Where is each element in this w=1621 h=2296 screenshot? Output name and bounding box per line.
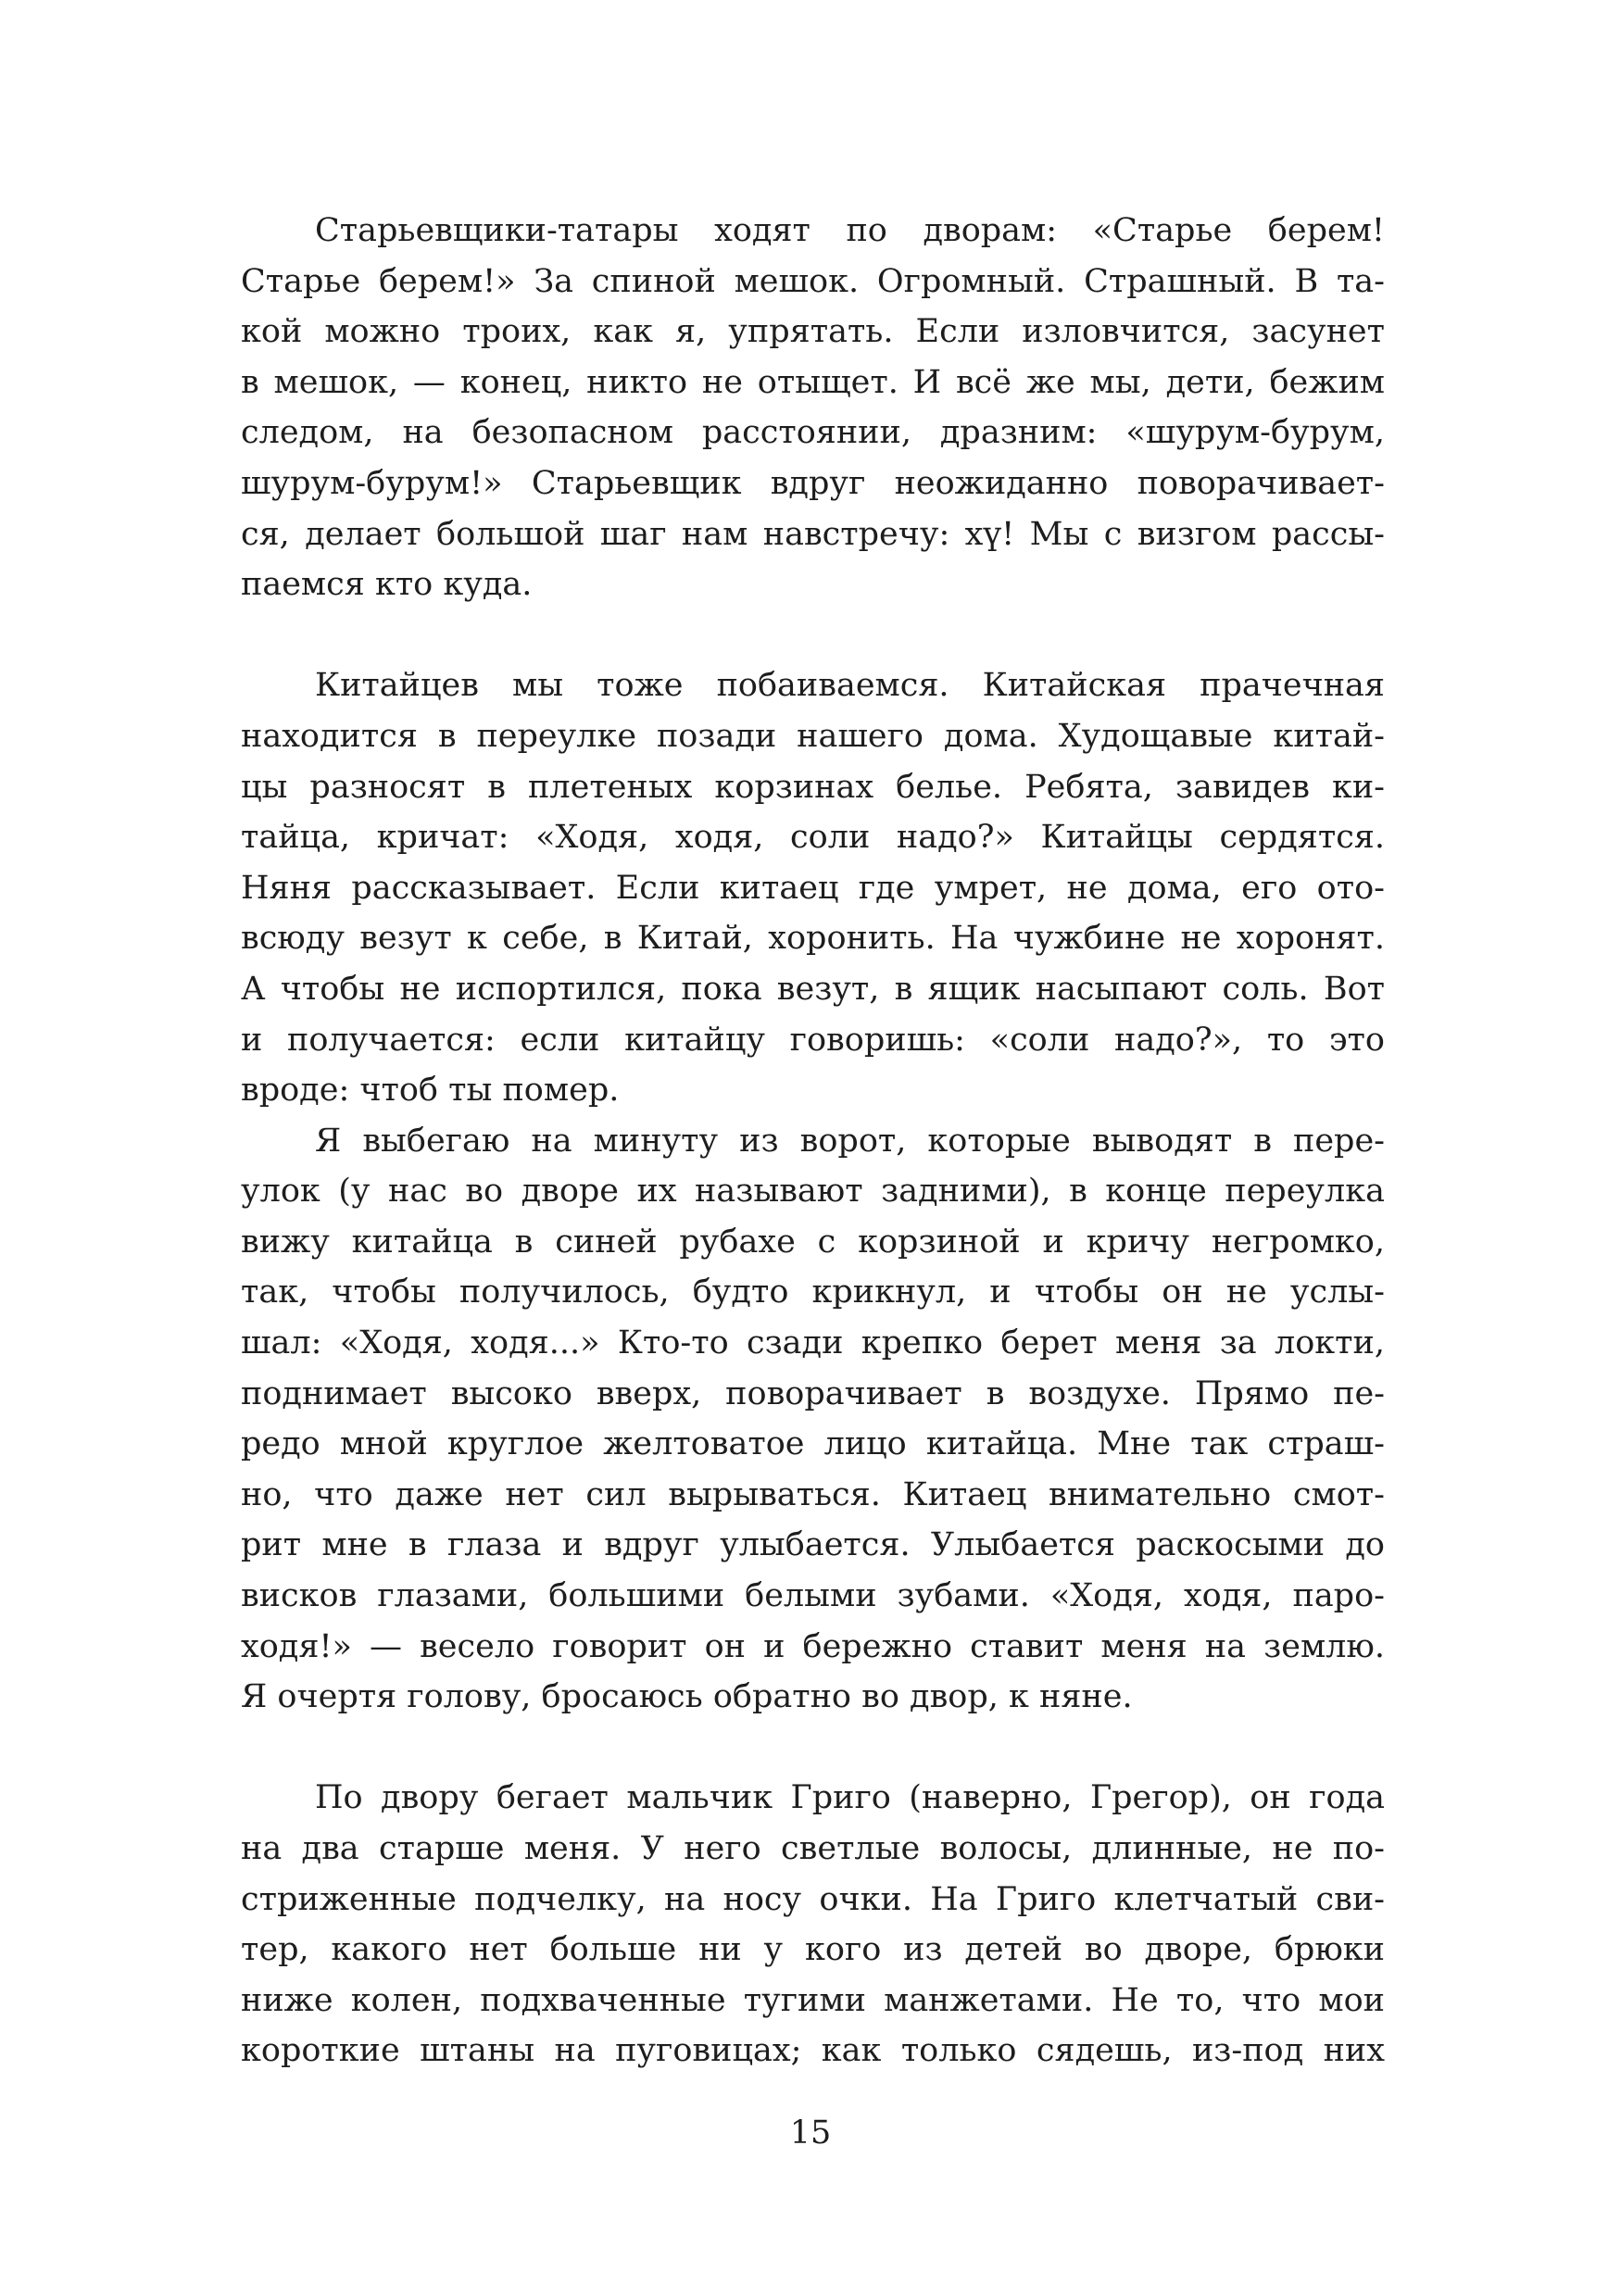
text-line: паемся кто куда. xyxy=(241,566,533,604)
text-line: следом, на безопасном расстоянии, дразним: «шурум-бурум, xyxy=(241,414,1385,452)
text-line: цы разносят в плетеных корзинах белье. Ребята, завидев ки- xyxy=(241,768,1385,806)
text-line: А чтобы не испортился, пока везут, в ящик насыпают соль. Вот xyxy=(241,970,1385,1008)
text-line: Няня рассказывает. Если китаец где умрет, не дома, его ото- xyxy=(241,869,1385,907)
text-line: Китайцев мы тоже побаиваемся. Китайская прачечная xyxy=(315,667,1385,705)
text-line: Старьевщики-татары ходят по дворам: «Старье берем! xyxy=(315,212,1385,249)
text-line: кой можно троих, как я, упрятать. Если изловчится, засунет xyxy=(241,313,1385,351)
paragraph xyxy=(241,206,1385,610)
text-line: находится в переулке позади нашего дома. Худощавые китай- xyxy=(241,717,1385,755)
text-line: шурум-бурум!» Старьевщик вдруг неожиданно поворачивает- xyxy=(241,464,1385,502)
text-line: так, чтобы получилось, будто крикнул, и чтобы он не услы- xyxy=(241,1273,1385,1311)
text-line: ся, делает большой шаг нам навстречу: хү! Мы с визгом рассы- xyxy=(241,515,1385,553)
text-line: стриженные подчелку, на носу очки. На Григо клетчатый сви- xyxy=(241,1880,1385,1918)
section-gap xyxy=(241,610,1385,661)
text-line: тайца, кричат: «Ходя, ходя, соли надо?» Китайцы сердятся. xyxy=(241,819,1385,857)
text-line: Старье берем!» За спиной мешок. Огромный. Страшный. В та- xyxy=(241,262,1385,300)
text-line: ходя!» — весело говорит он и бережно ставит меня на землю. xyxy=(241,1627,1385,1665)
text-line: в мешок, — конец, никто не отыщет. И всё же мы, дети, бежим xyxy=(241,363,1385,401)
text-line: Я выбегаю на минуту из ворот, которые выводят в пере- xyxy=(315,1122,1385,1160)
page-body xyxy=(241,206,1385,2076)
paragraph xyxy=(241,1116,1385,1723)
paragraph xyxy=(241,1773,1385,2076)
text-line: вроде: чтоб ты помер. xyxy=(241,1072,620,1110)
text-line: рит мне в глаза и вдруг улыбается. Улыбается раскосыми до xyxy=(241,1526,1385,1564)
text-line: Я очертя голову, бросаюсь обратно во двор, к няне. xyxy=(241,1678,1133,1716)
section-gap xyxy=(241,1723,1385,1774)
page-number: 15 xyxy=(789,2114,832,2152)
text-line: По двору бегает мальчик Григо (наверно, Грегор), он года xyxy=(315,1779,1385,1817)
text-line: и получается: если китайцу говоришь: «соли надо?», то это xyxy=(241,1021,1385,1059)
text-line: висков глазами, большими белыми зубами. «Ходя, ходя, паро- xyxy=(241,1577,1385,1615)
text-line: улок (у нас во дворе их называют задними), в конце переулка xyxy=(241,1173,1385,1211)
text-line: поднимает высоко вверх, поворачивает в воздухе. Прямо пе- xyxy=(241,1374,1385,1412)
text-line: тер, какого нет больше ни у кого из детей во дворе, брюки xyxy=(241,1931,1385,1969)
text-line: вижу китайца в синей рубахе с корзиной и кричу негромко, xyxy=(241,1223,1385,1261)
text-line: но, что даже нет сил вырываться. Китаец внимательно смот- xyxy=(241,1475,1385,1513)
text-line: ниже колен, подхваченные тугими манжетами. Не то, что мои xyxy=(241,1981,1385,2019)
text-line: всюду везут к себе, в Китай, хоронить. На чужбине не хоронят. xyxy=(241,920,1385,958)
text-line: редо мной круглое желтоватое лицо китайца. Мне так страш- xyxy=(241,1425,1385,1463)
paragraph xyxy=(241,660,1385,1115)
text-line: шал: «Ходя, ходя...» Кто-то сзади крепко берет меня за локти, xyxy=(241,1324,1385,1362)
text-line: на два старше меня. У него светлые волосы, длинные, не по- xyxy=(241,1830,1385,1867)
text-line: короткие штаны на пуговицах; как только сядешь, из-под них xyxy=(241,2032,1385,2070)
